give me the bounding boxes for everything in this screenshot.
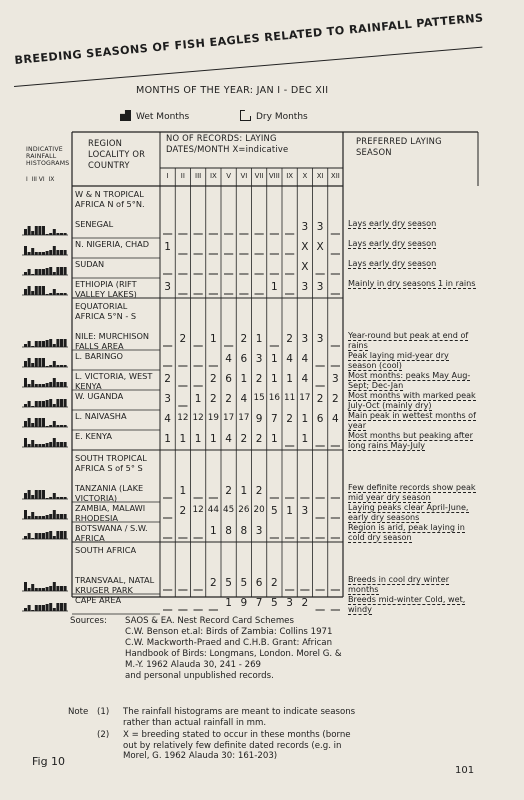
preferred-season-value: Breeds in cool dry winter months <box>348 574 450 594</box>
month-numeral: IX <box>286 172 294 180</box>
region-header: REGION LOCALITY OR COUNTRY <box>88 138 146 170</box>
preferred-season-text <box>348 523 476 542</box>
region-label: L. NAIVASHA <box>75 411 127 421</box>
record-count: 1 <box>271 353 278 365</box>
record-count: 6 <box>316 413 324 425</box>
month-numeral: VIII <box>268 172 280 180</box>
record-count: 3 <box>332 373 339 385</box>
source-line: Handbook of Birds: Longmans, London. Morel G. & <box>125 649 342 659</box>
record-count: 4 <box>240 393 248 405</box>
record-count: 3 <box>316 281 324 293</box>
region-label: N. NIGERIA, CHAD <box>75 239 150 249</box>
rainfall-histogram-icon <box>24 339 67 347</box>
record-count: 19 <box>207 413 219 423</box>
record-count: 3 <box>301 333 309 345</box>
region-section-label: EQUATORIAL AFRICA 5°N - S <box>75 301 137 321</box>
record-count: 2 <box>164 373 171 385</box>
record-count: 44 <box>207 505 219 515</box>
preferred-season-value: Most months: peaks May Aug-Sept; Dec-Jan <box>348 370 471 390</box>
preferred-season-text <box>348 391 476 410</box>
record-count: 2 <box>316 393 324 405</box>
record-count: 3 <box>286 597 293 609</box>
record-count: 2 <box>301 597 309 609</box>
region-label: TANZANIA (LAKE VICTORIA) <box>75 483 144 503</box>
record-count: 4 <box>225 433 232 445</box>
record-count: 2 <box>210 373 217 385</box>
record-count: 4 <box>286 353 293 365</box>
record-count: 1 <box>164 433 171 445</box>
record-count: 15 <box>253 393 265 403</box>
preferred-season-text <box>348 239 476 249</box>
record-count: 1 <box>271 373 278 385</box>
record-count: 4 <box>301 353 309 365</box>
preferred-season-text <box>348 371 476 390</box>
preferred-season-value: Few definite records show peak mid year dry season <box>348 482 476 502</box>
record-count: 12 <box>192 505 204 515</box>
record-count: 17 <box>238 413 250 423</box>
record-count: 3 <box>255 525 263 537</box>
record-count: 1 <box>286 505 293 517</box>
record-count: 3 <box>255 353 263 365</box>
preferred-header: PREFERRED LAYING SEASON <box>356 136 442 157</box>
record-count: 1 <box>301 413 309 425</box>
record-count: 4 <box>332 413 339 425</box>
figure-label: Fig 10 <box>32 755 66 768</box>
record-count: 1 <box>240 373 248 385</box>
note-line: The rainfall histograms are meant to indicate seasons <box>123 707 356 717</box>
month-numeral: VII <box>254 172 264 180</box>
note-label: Note <box>68 707 89 717</box>
record-count: 3 <box>301 505 309 517</box>
record-count: 1 <box>301 433 309 445</box>
month-numeral: VI <box>240 172 248 180</box>
record-count: 1 <box>271 433 278 445</box>
record-count: 2 <box>271 577 278 589</box>
note-line: rather than actual rainfall in mm. <box>123 717 267 728</box>
record-count: 2 <box>240 433 248 445</box>
region-label: TRANSVAAL, NATAL KRUGER PARK <box>75 575 155 595</box>
rainfall-histogram-icon <box>24 531 67 539</box>
note-line: out by relatively few definite dated records (e.g. in <box>123 740 342 751</box>
preferred-season-text <box>348 503 476 522</box>
record-count: 9 <box>255 413 263 425</box>
region-label: NILE: MURCHISON FALLS AREA <box>75 331 150 351</box>
rainfall-histogram-icon <box>24 378 67 387</box>
record-count: 3 <box>164 393 171 405</box>
month-numeral: X <box>302 172 308 180</box>
preferred-season-text <box>348 219 476 229</box>
month-numeral: V <box>226 172 232 180</box>
rainfall-histogram-icon <box>24 438 67 447</box>
record-count: 6 <box>240 353 248 365</box>
record-count: 26 <box>238 505 250 515</box>
preferred-season-text <box>348 595 476 614</box>
rainfall-histogram-icon <box>24 490 67 499</box>
preferred-season-value: Laying peaks clear April-June, early dry seasons <box>348 502 469 522</box>
region-label: BOTSWANA / S.W. AFRICA <box>75 523 148 543</box>
region-label: E. KENYA <box>75 431 113 441</box>
record-count: 6 <box>225 373 232 385</box>
preferred-season-text <box>348 259 476 269</box>
record-count: 4 <box>301 373 309 385</box>
region-label: SUDAN <box>75 259 105 269</box>
record-count: 5 <box>271 597 278 609</box>
record-count: 2 <box>240 333 248 345</box>
region-label: L. VICTORIA, WEST KENYA <box>75 371 153 391</box>
preferred-season-text <box>348 411 476 430</box>
record-count: 5 <box>240 577 248 589</box>
region-section-label: SOUTH TROPICAL AFRICA S of 5° S <box>75 453 147 473</box>
preferred-season-value: Breeds mid-winter Cold, wet, windy <box>348 594 466 614</box>
region-label: W. UGANDA <box>75 391 124 401</box>
record-count: 11 <box>284 393 296 403</box>
record-count: 2 <box>255 485 263 497</box>
record-count: 5 <box>225 577 232 589</box>
preferred-season-value: Most months with marked peak July-Oct (mainly dry) <box>348 390 476 410</box>
rainfall-histogram-icon <box>24 418 67 427</box>
source-line: M.-Y. 1962 Alauda 30, 241 - 269 <box>125 660 261 670</box>
record-count: 2 <box>332 393 339 405</box>
region-label: CAPE AREA <box>75 595 122 605</box>
page-number: 101 <box>455 765 475 776</box>
histogram-months: I III VI IX <box>26 176 55 183</box>
record-count: 16 <box>268 393 280 403</box>
region-label: ETHIOPIA (RIFT VALLEY LAKES) <box>75 279 137 299</box>
record-count: 1 <box>194 433 202 445</box>
record-count: 2 <box>210 393 217 405</box>
source-line: SAOS & EA. Nest Record Card Schemes <box>125 616 294 626</box>
months-heading: MONTHS OF THE YEAR: JAN I - DEC XII <box>136 85 329 96</box>
preferred-season-text <box>348 575 476 594</box>
note-line: Morel, G. 1962 Alauda 30: 161-203) <box>123 751 278 762</box>
rainfall-histogram-icon <box>24 267 67 275</box>
record-count: 1 <box>164 241 171 253</box>
record-count: 1 <box>194 393 202 405</box>
preferred-season-text <box>348 351 476 370</box>
histogram-header: INDICATIVE RAINFALL HISTOGRAMS <box>26 146 70 168</box>
record-count: 2 <box>179 333 187 345</box>
record-count: 1 <box>210 433 217 445</box>
preferred-season-value: Lays early dry season <box>348 218 437 228</box>
record-count: X <box>316 241 324 253</box>
rainfall-histogram-icon <box>24 286 67 295</box>
rainfall-histogram-icon <box>24 582 67 591</box>
region-section-label: W & N TROPICAL AFRICA N of 5°N. <box>75 189 145 209</box>
record-count: 5 <box>271 505 278 517</box>
record-count: 9 <box>240 597 248 609</box>
record-count: 3 <box>164 281 171 293</box>
rainfall-histogram-icon <box>24 226 67 235</box>
rainfall-histogram-icon <box>24 399 67 407</box>
record-count: 4 <box>225 353 232 365</box>
month-numeral: IX <box>209 172 217 180</box>
region-label: SENEGAL <box>75 219 114 229</box>
record-count: 3 <box>316 221 324 233</box>
record-count: 3 <box>316 333 324 345</box>
preferred-season-text <box>348 331 476 350</box>
note-line: X = breeding stated to occur in these months (borne <box>123 730 351 741</box>
preferred-season-text <box>348 279 476 289</box>
record-count: 1 <box>210 525 217 537</box>
month-numeral: I <box>166 172 169 180</box>
legend-dry: Dry Months <box>240 110 308 122</box>
record-count: 17 <box>299 393 311 403</box>
region-label: L. BARINGO <box>75 351 124 361</box>
record-count: 20 <box>253 505 265 515</box>
record-count: 2 <box>179 505 187 517</box>
record-count: 1 <box>286 373 293 385</box>
record-count: 6 <box>255 577 263 589</box>
preferred-season-value: Year-round but peak at end of rains <box>348 330 469 350</box>
record-count: 7 <box>271 413 278 425</box>
record-count: 1 <box>240 485 248 497</box>
month-numeral: XI <box>316 172 324 180</box>
note-number: (1) <box>97 707 110 717</box>
source-line: C.W. Benson et.al: Birds of Zambia: Collins 1971 <box>125 627 333 637</box>
record-count: 2 <box>286 413 293 425</box>
record-count: 17 <box>223 413 235 423</box>
record-count: 3 <box>301 221 309 233</box>
note-number: (2) <box>97 730 110 741</box>
record-count: 1 <box>179 433 187 445</box>
figure-title: BREEDING SEASONS OF FISH EAGLES RELATED TO RAINFALL PATTERNS <box>14 11 484 67</box>
preferred-season-value: Most months but peaking after long rains May-July <box>348 430 473 450</box>
record-count: 4 <box>164 413 171 425</box>
record-count: 45 <box>223 505 235 515</box>
record-count: 2 <box>210 577 217 589</box>
rainfall-histogram-icon <box>24 603 67 611</box>
region-section-label: SOUTH AFRICA <box>75 545 137 555</box>
record-count: 2 <box>255 433 263 445</box>
record-count: 2 <box>225 393 232 405</box>
region-label: ZAMBIA, MALAWI RHODESIA <box>75 503 146 523</box>
record-count: 1 <box>225 597 232 609</box>
records-header: NO OF RECORDS: LAYING DATES/MONTH X=indicative <box>166 133 289 154</box>
preferred-season-value: Lays early dry season <box>348 258 437 268</box>
record-count: 8 <box>240 525 248 537</box>
record-count: 1 <box>179 485 187 497</box>
source-line: and personal unpublished records. <box>125 671 274 681</box>
rainfall-histogram-icon <box>24 358 67 367</box>
record-count: X <box>301 241 309 253</box>
record-count: X <box>301 261 309 273</box>
record-count: 3 <box>301 281 309 293</box>
preferred-season-text <box>348 483 476 502</box>
legend-wet: Wet Months <box>120 110 189 122</box>
record-count: 12 <box>192 413 204 423</box>
record-count: 1 <box>210 333 217 345</box>
preferred-season-value: Mainly in dry seasons 1 in rains <box>348 278 476 288</box>
record-count: 2 <box>286 333 293 345</box>
preferred-season-text <box>348 431 476 450</box>
record-count: 1 <box>271 281 278 293</box>
record-count: 8 <box>225 525 232 537</box>
month-numeral: II <box>180 172 185 180</box>
record-count: 12 <box>177 413 189 423</box>
record-count: 2 <box>225 485 232 497</box>
month-numeral: III <box>195 172 202 180</box>
record-count: 7 <box>255 597 263 609</box>
record-count: 1 <box>255 333 263 345</box>
preferred-season-value: Lays early dry season <box>348 238 437 248</box>
month-numeral: XII <box>330 172 340 180</box>
source-line: C.W. Mackworth-Praed and C.H.B. Grant: African <box>125 638 333 648</box>
sources-label: Sources: <box>70 616 107 626</box>
preferred-season-value: Region is arid, peak laying in cold dry season <box>348 522 465 542</box>
preferred-season-value: Main peak in wettest months of year <box>348 410 476 430</box>
record-count: 2 <box>255 373 263 385</box>
preferred-season-value: Peak laying mid-year dry season (cool) <box>348 350 449 370</box>
rainfall-histogram-icon <box>24 510 67 519</box>
rainfall-histogram-icon <box>24 246 67 255</box>
